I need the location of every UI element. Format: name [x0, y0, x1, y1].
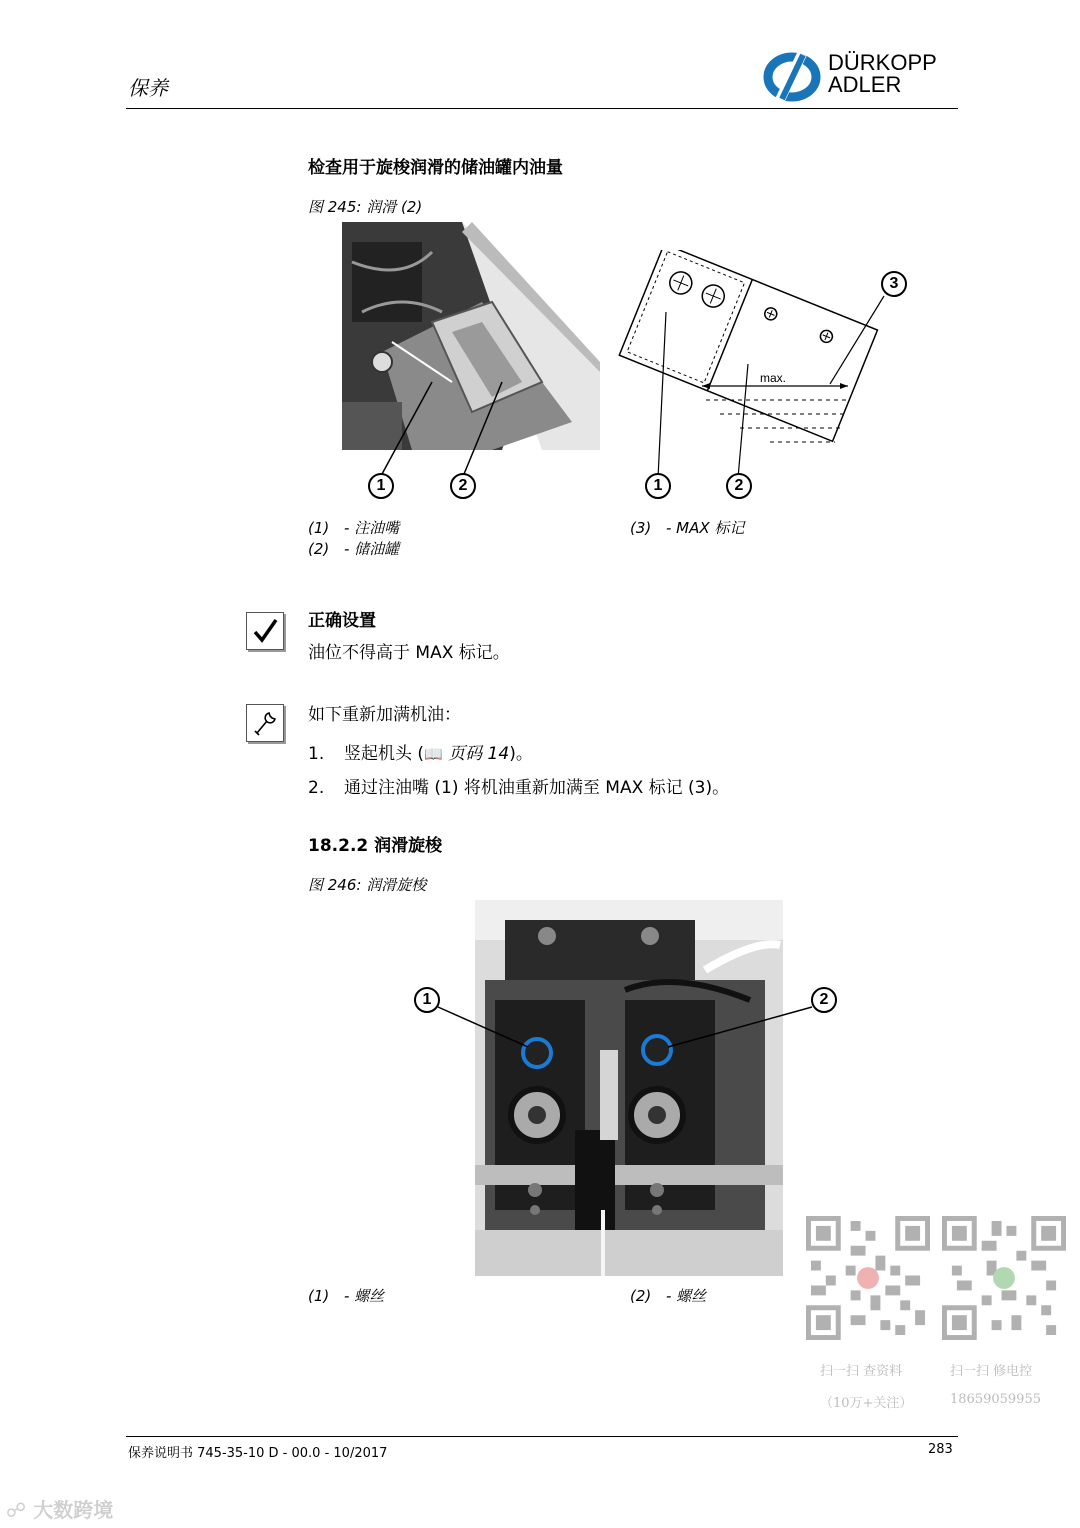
legend-item: (3) - MAX 标记 [630, 519, 745, 537]
diagram-callout-2: 2 [726, 473, 752, 499]
photo2-callout-1: 1 [414, 987, 440, 1013]
page-reference-link[interactable]: 页码 14 [442, 744, 510, 764]
callout-2: 2 [450, 473, 476, 499]
brand-name-line1: DÜRKOPP [828, 50, 937, 75]
book-icon: 📖 [424, 745, 443, 763]
diagram-callout-3: 3 [881, 271, 907, 297]
note-text: 油位不得高于 MAX 标记。 [308, 643, 510, 663]
procedure-intro: 如下重新加满机油： [308, 705, 461, 725]
footer-document-id: 保养说明书 745-35-10 D - 00.0 - 10/2017 [128, 1446, 388, 1461]
callout-1: 1 [368, 473, 394, 499]
photo1-leader-lines [342, 222, 600, 482]
photo2-leader-lines [420, 985, 840, 1065]
qr-caption: 扫一扫 查资料 [820, 1364, 903, 1379]
qr-caption: （10万+关注） [820, 1396, 913, 1411]
procedure-step: 1. 竖起机头 (📖 页码 14)。 [308, 744, 533, 764]
watermark: ☍ 大数跨境 [6, 1498, 114, 1522]
figure-246-caption: 图 246: 润滑旋梭 [308, 876, 427, 894]
legend-item: (2) - 螺丝 [630, 1287, 707, 1305]
footer-divider [126, 1436, 958, 1437]
brand-name-line2: ADLER [828, 72, 902, 97]
figure-245-caption: 图 245: 润滑 (2) [308, 198, 423, 216]
header-title: 保养 [128, 76, 168, 100]
subsection-heading: 18.2.2 润滑旋梭 [308, 836, 443, 856]
diagram-callout-1: 1 [645, 473, 671, 499]
procedure-step: 2. 通过注油嘴 (1) 将机油重新加满至 MAX 标记 (3)。 [308, 778, 730, 798]
photo2-callout-2: 2 [811, 987, 837, 1013]
rotary-hook-photo [475, 900, 783, 1276]
wrench-icon [246, 704, 284, 742]
qr-code-icon [942, 1216, 1066, 1340]
qr-code-icon [806, 1216, 930, 1340]
checkmark-icon [246, 612, 284, 650]
section-heading: 检查用于旋梭润滑的储油罐内油量 [308, 158, 563, 178]
brand-logo-icon [762, 52, 824, 102]
qr-caption: 扫一扫 修电控 [950, 1364, 1033, 1379]
max-mark-label: max. [760, 371, 787, 385]
brand-logo [762, 52, 962, 102]
note-title: 正确设置 [308, 611, 376, 631]
legend-item: (2) - 储油罐 [308, 540, 400, 558]
header-divider [126, 108, 958, 109]
page-number: 283 [928, 1442, 953, 1457]
watermark-logo-icon: ☍ [6, 1498, 34, 1522]
legend-item: (1) - 注油嘴 [308, 519, 400, 537]
qr-caption: 18659059955 [950, 1392, 1041, 1407]
legend-item: (1) - 螺丝 [308, 1287, 385, 1305]
